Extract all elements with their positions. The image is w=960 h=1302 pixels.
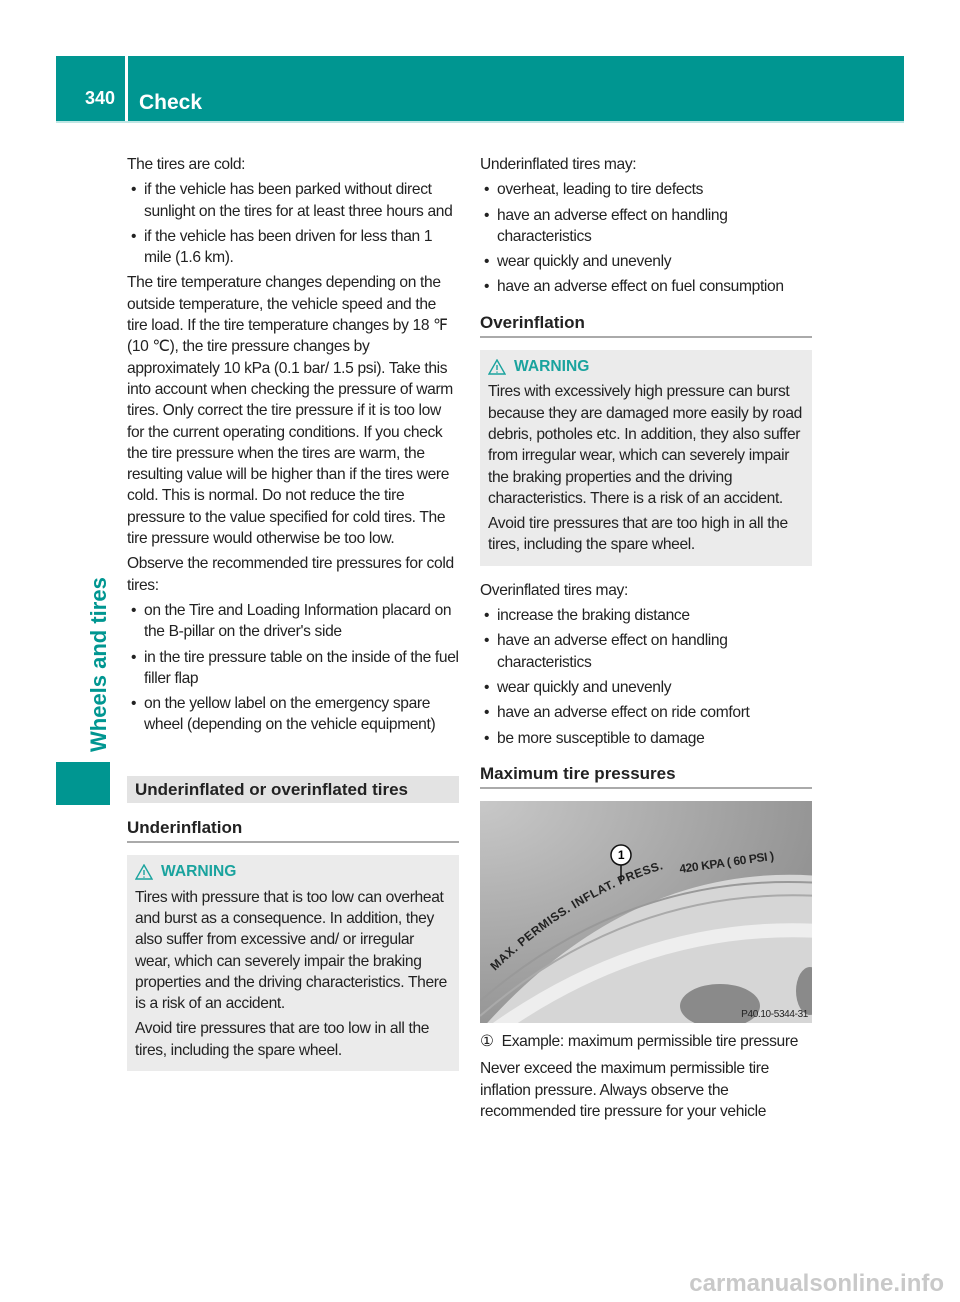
tire-sidewall-image bbox=[480, 801, 812, 1023]
bullet-list bbox=[127, 179, 459, 268]
page-number: 340 bbox=[56, 56, 125, 121]
paragraph: Observe the recommended tire pressures for cold tires: bbox=[127, 555, 454, 594]
list-item: • on the yellow label on the emergency spare wheel (depending on the vehicle equipment) bbox=[127, 693, 459, 736]
list-item: • on the Tire and Loading Information placard on the B-pillar on the driver's side bbox=[127, 600, 459, 643]
bullet-list bbox=[127, 600, 459, 736]
list-item: • overheat, leading to tire defects bbox=[480, 179, 812, 200]
warning-box bbox=[127, 855, 459, 1071]
list-item: • increase the braking distance bbox=[480, 605, 812, 626]
list-item: • wear quickly and unevenly bbox=[480, 677, 812, 698]
caption-number: ① bbox=[480, 1033, 494, 1051]
tire-marking: MAX. PERMISS. INFLAT. PRESS. bbox=[487, 858, 665, 974]
warning-label: WARNING bbox=[514, 358, 590, 376]
warning-text: Tires with pressure that is too low can overheat and burst as a consequence. In addition, they also suffer from excessive and/ or irregular wear, which can severely impair the braking properties and the driving characteristics. There is a risk of an accident. bbox=[135, 888, 447, 1013]
side-tab-marker bbox=[56, 762, 110, 805]
list-item: • have an adverse effect on handling characteristics bbox=[480, 630, 812, 673]
right-column bbox=[480, 154, 812, 1126]
list-item: • be more susceptible to damage bbox=[480, 728, 812, 749]
caption-text: Example: maximum permissible tire pressure bbox=[501, 1033, 799, 1051]
heading-overinflation: Overinflation bbox=[480, 312, 812, 338]
list-item: • have an adverse effect on ride comfort bbox=[480, 702, 812, 723]
figure-caption bbox=[480, 1031, 812, 1052]
paragraph: The tires are cold: bbox=[127, 156, 246, 173]
paragraph: Never exceed the maximum permissible tire inflation pressure. Always observe the recommended tire pressure for your vehicle bbox=[480, 1060, 769, 1121]
pressure-marking: 420 KPA ( 60 PSI ) bbox=[678, 848, 775, 877]
header-divider bbox=[56, 121, 904, 123]
warning-triangle-icon bbox=[488, 359, 506, 375]
list-item: • have an adverse effect on handling characteristics bbox=[480, 205, 812, 248]
warning-label: WARNING bbox=[161, 863, 237, 881]
side-tab-label: Wheels and tires bbox=[86, 577, 111, 752]
paragraph: The tire temperature changes depending on the outside temperature, the vehicle speed and the tire load. If the tire temperature changes by 18 ℉ (10 ℃), the tire pressure changes by approximately 10 kPa (0.1 bar/ 1.5 psi). Take this into account when checking the pressure of warm tires. Only correct the tire pressure if it is too low for the current operating conditions. If you check the tire pressure when the tires are warm, the resulting value will be higher than if the tires were cold. This is normal. Do not reduce the tire pressure to the value specified for cold tires. The tire pressure would otherwise be too low. bbox=[127, 274, 453, 548]
list-item: • if the vehicle has been parked without direct sunlight on the tires for at least three hours and bbox=[127, 179, 459, 222]
warning-text: Avoid tire pressures that are too low in all the tires, including the spare wheel. bbox=[135, 1020, 430, 1059]
list-item: • have an adverse effect on fuel consumption bbox=[480, 276, 812, 297]
list-item: • if the vehicle has been driven for less than 1 mile (1.6 km). bbox=[127, 226, 459, 269]
list-item: • in the tire pressure table on the inside of the fuel filler flap bbox=[127, 647, 459, 690]
heading-underinflation: Underinflation bbox=[127, 817, 459, 843]
bullet-list bbox=[480, 605, 812, 749]
warning-triangle-icon bbox=[135, 864, 153, 880]
warning-box bbox=[480, 350, 812, 566]
figure-code: P40.10-5344-31 bbox=[741, 1009, 808, 1021]
section-title: Underinflated or overinflated tires bbox=[127, 776, 459, 803]
paragraph: Overinflated tires may: bbox=[480, 581, 628, 599]
warning-text: Tires with excessively high pressure can burst because they are damaged more easily by road debris, potholes etc. In addition, they also suffer from irregular wear, which can severely impair the braking properties and the driving characteristics. There is a risk of an accident. bbox=[488, 383, 802, 507]
page-title: Check bbox=[128, 56, 904, 121]
bullet-list bbox=[480, 179, 812, 297]
left-column bbox=[127, 154, 459, 1085]
callout-number: 1 bbox=[617, 848, 625, 863]
paragraph: Underinflated tires may: bbox=[480, 156, 637, 173]
list-item: • wear quickly and unevenly bbox=[480, 251, 812, 272]
watermark: carmanualsonline.info bbox=[689, 1270, 944, 1297]
heading-max-pressures: Maximum tire pressures bbox=[480, 763, 812, 789]
warning-text: Avoid tire pressures that are too high in all the tires, including the spare wheel. bbox=[488, 515, 788, 554]
